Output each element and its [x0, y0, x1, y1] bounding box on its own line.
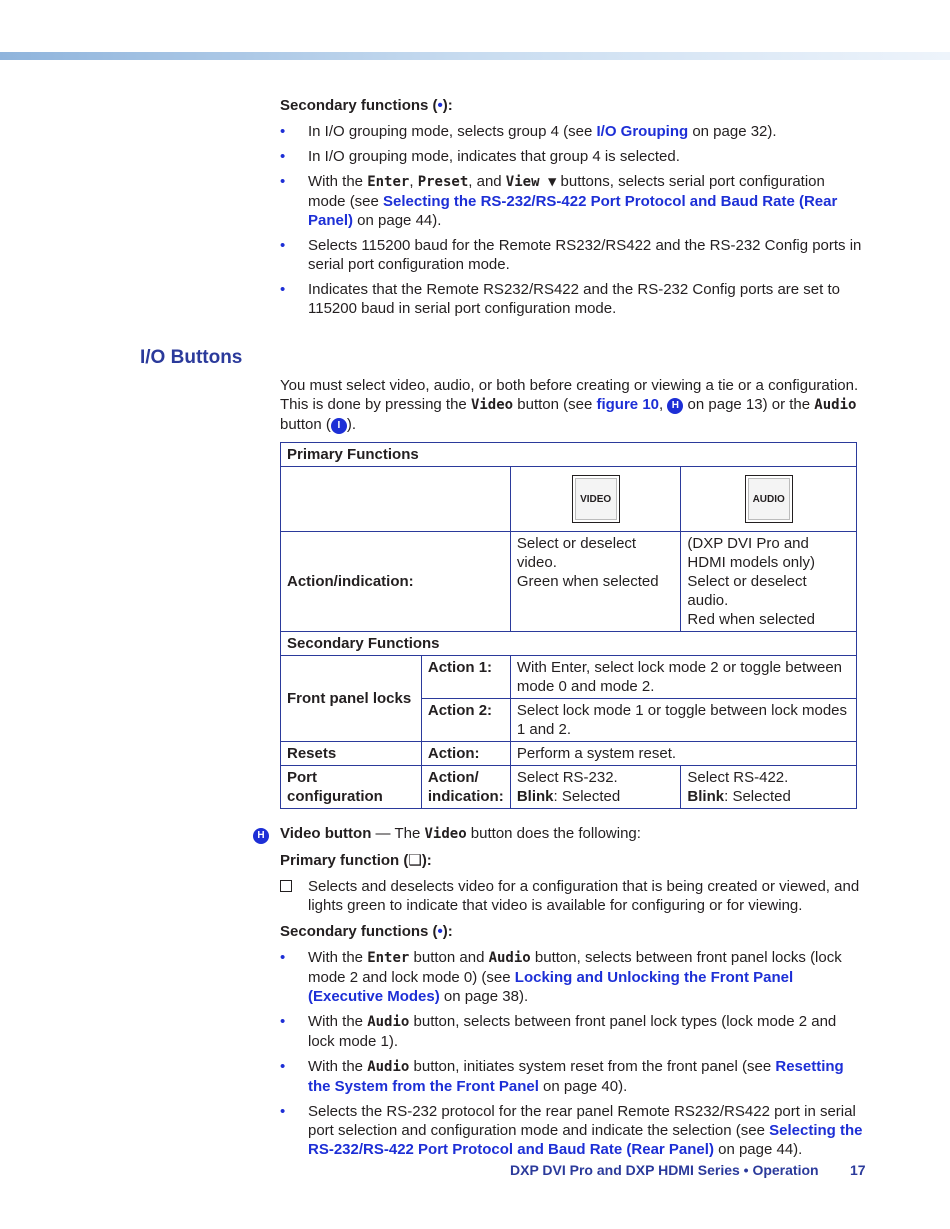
io-grouping-link[interactable]: I/O Grouping	[596, 123, 689, 140]
rs422-cell: Select RS-422. Blink: Selected	[681, 766, 857, 809]
list-item: • Selects 115200 baud for the Remote RS232/RS422 and the RS-232 Config ports in serial port configuration mode.	[280, 237, 862, 273]
audio-action-cell: (DXP DVI Pro and HDMI models only) Select or deselect audio. Red when selected	[681, 532, 857, 632]
resets-text: Perform a system reset.	[510, 742, 856, 766]
video-secondary-list	[280, 948, 865, 1159]
rs232-cell: Select RS-232. Blink: Selected	[510, 766, 681, 809]
action1-text: With Enter, select lock mode 2 or toggle between mode 0 and mode 2.	[510, 656, 856, 699]
bullet-icon: •	[280, 1013, 286, 1030]
secondary-functions-block	[280, 96, 865, 324]
action2-label: Action 2:	[421, 699, 510, 742]
bullet-icon: •	[280, 173, 286, 190]
port-config-label: Port configuration	[281, 766, 422, 809]
list-item: • With the Audio button, selects between front panel lock types (lock mode 2 and lock mode 1).	[280, 1013, 837, 1050]
list-item: Selects and deselects video for a configuration that is being created or viewed, and lights green to indicate that video is available for configuring or for viewing.	[280, 877, 865, 915]
locking-link[interactable]: Locking and Unlocking the Front Panel (Executive Modes)	[308, 969, 794, 1005]
front-panel-locks-label: Front panel locks	[281, 656, 422, 742]
footer-title: DXP DVI Pro and DXP HDMI Series • Operation	[510, 1162, 819, 1178]
primary-function-heading: Primary function (❑):	[280, 852, 432, 869]
list-item: • With the Enter button and Audio button, selects between front panel locks (lock mode 2 and lock mode 0) (see Locking and Unlocking the Front Panel (Executive Modes) on page 38).	[280, 949, 842, 1005]
audio-button-icon: AUDIO	[745, 475, 793, 523]
list-item: • With the Enter, Preset, and View ▼ buttons, selects serial port configuration mode (see Selecting the RS-232/RS-422 Port Protocol and Baud Rate (Rear Panel) on page 44).	[280, 173, 838, 229]
list-item: • In I/O grouping mode, indicates that group 4 is selected.	[280, 148, 680, 165]
video-button-section	[280, 824, 865, 1165]
callout-i-icon: I	[331, 418, 347, 434]
resetting-link[interactable]: Resetting the System from the Front Panel	[308, 1058, 844, 1095]
bullet-symbol: •	[437, 923, 443, 940]
intro-paragraph: You must select video, audio, or both before creating or viewing a tie or a configuration. This is done by pressing the Video button (see figure 10, H on page 13) or the Audio button ( I ).	[280, 377, 859, 433]
video-action-cell: Select or deselect video. Green when selected	[510, 532, 681, 632]
list-item: • In I/O grouping mode, selects group 4 (see I/O Grouping on page 32).	[280, 123, 777, 140]
action-indication-label: Action/indication:	[281, 532, 511, 632]
list-item: • Selects the RS-232 protocol for the rear panel Remote RS232/RS422 port in serial port selection and configuration mode and indicate the selection (see Selecting the RS-232/RS-422 Port Protocol and Baud Rate (Rear Panel) on page 44).	[280, 1103, 863, 1158]
video-button-image-cell	[510, 467, 681, 532]
list-item: • With the Audio button, initiates system reset from the front panel (see Resetting the System from the Front Panel on page 40).	[280, 1058, 844, 1095]
callout-h-icon: H	[667, 398, 683, 414]
resets-label: Resets	[281, 742, 422, 766]
secondary-functions-header: Secondary Functions	[281, 632, 857, 656]
bullet-icon: •	[280, 1058, 286, 1075]
resets-action-label: Action:	[421, 742, 510, 766]
bullet-icon: •	[280, 237, 286, 254]
video-button-intro: Video button — The Video button does the following:	[280, 825, 641, 842]
serial-port-config-link[interactable]: Selecting the RS-232/RS-422 Port Protocol and Baud Rate (Rear Panel)	[308, 1122, 863, 1158]
empty-cell	[281, 467, 511, 532]
bullet-icon: •	[280, 123, 286, 140]
audio-button-image-cell	[681, 467, 857, 532]
secondary-functions-list	[280, 122, 865, 318]
secondary-functions-heading: Secondary functions (•):	[280, 97, 453, 114]
bullet-symbol: •	[437, 97, 443, 114]
figure-10-link[interactable]: figure 10	[596, 396, 660, 413]
serial-port-config-link[interactable]: Selecting the RS-232/RS-422 Port Protocol and Baud Rate (Rear Panel)	[308, 193, 838, 229]
action1-label: Action 1:	[421, 656, 510, 699]
checkbox-icon: ❑	[408, 852, 422, 869]
video-callout-h-icon: H	[253, 826, 269, 844]
list-item: • Indicates that the Remote RS232/RS422 and the RS-232 Config ports are set to 115200 baud in serial port configuration mode.	[280, 281, 840, 317]
bullet-icon: •	[280, 949, 286, 966]
page-number: 17	[850, 1162, 866, 1178]
action2-text: Select lock mode 1 or toggle between lock modes 1 and 2.	[510, 699, 856, 742]
bullet-icon: •	[280, 281, 286, 298]
section-title: I/O Buttons	[140, 347, 243, 368]
checkbox-icon	[280, 880, 292, 892]
functions-table	[280, 442, 857, 809]
port-config-action-label: Action/ indication:	[421, 766, 510, 809]
header-bar	[0, 52, 950, 60]
bullet-icon: •	[280, 148, 286, 165]
primary-functions-header: Primary Functions	[281, 443, 857, 467]
bullet-icon: •	[280, 1103, 286, 1120]
secondary-functions-heading: Secondary functions (•):	[280, 923, 453, 940]
video-button-icon: VIDEO	[572, 475, 620, 523]
primary-function-list	[280, 877, 865, 915]
